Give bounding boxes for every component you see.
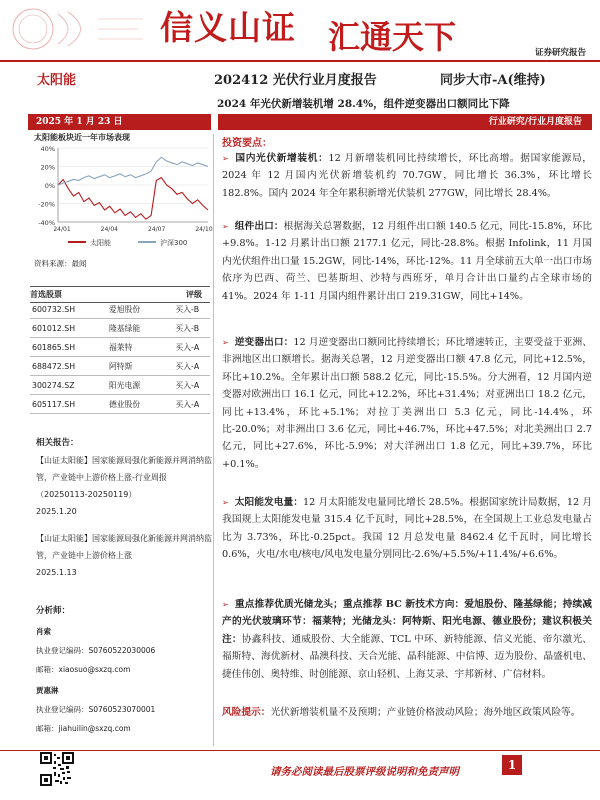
analyst-name: 贾惠淋 <box>36 686 59 695</box>
chart-series-line-csi300 <box>58 157 208 185</box>
analyst-title: 分析师： <box>36 606 71 616</box>
analyst-cert: 执业登记编码：S0760522030006 <box>36 646 156 655</box>
chart-y-tick-label: -20% <box>38 200 55 209</box>
pick-name: 阿特斯 <box>107 357 165 376</box>
related-reports-title: 相关报告： <box>36 438 79 448</box>
chart-y-tick-label: 40% <box>40 145 55 153</box>
risk-warning <box>222 704 592 721</box>
related-report-date: 2025.1.13 <box>36 568 77 577</box>
highlight-text: 12 月太阳能发电量同比增长 28.5%。根据国家统计局数据，12 月我国规上太阳能发电量 315.4 亿千瓦时，同比+28.5%，在全国规上工业总发电量占比为 3.73%，环比-0.25pct。我国 12 月总发电量 8462.4 亿千瓦时，同比增长 0.6%，火电/水电/核电/风电发电量分别同比-2.6%/+5.5%/+11.4%/+6.6%。 <box>222 497 593 561</box>
related-report-2[interactable] <box>36 530 212 581</box>
disclaimer-note: 请务必阅读最后股票评级说明和免责声明 <box>270 766 459 778</box>
highlight-lead: 太阳能发电量： <box>234 497 303 508</box>
bullet-icon: ➢ <box>222 222 229 231</box>
bullet-icon: ➢ <box>222 600 229 609</box>
highlight-recommendations <box>222 596 592 683</box>
bullet-icon: ➢ <box>222 498 229 507</box>
highlight-text: 根据海关总署数据，12 月组件出口额 140.5 亿元，同比-15.8%，环比+9.8%。1-12 月累计出口额 2177.1 亿元，同比-28.8%。根据 Infolink，11 月国内光伏组件出口量 15.2GW，同比-14%，环比-12%。11 月全球前五大单一出口市场依序为巴西、荷兰、巴基斯坦、沙特与西班牙，单月合计出口量约占全球市场的 41%。2024 年 1-11 月国内组件累计出口 219.31GW，同比+14%。 <box>222 221 592 302</box>
pick-row[interactable] <box>30 357 210 376</box>
chart-x-tick-label: 24/04 <box>100 226 118 233</box>
related-report-1[interactable] <box>36 452 212 520</box>
bullet-icon: ➢ <box>222 154 229 163</box>
analyst-cert: 执业登记编码：S0760523070001 <box>36 705 156 714</box>
pick-name: 福莱特 <box>107 338 165 357</box>
highlight-power-generation <box>222 494 592 564</box>
picks-col-rating: 评级 <box>186 290 202 299</box>
chart-x-tick-label: 24/01 <box>53 226 71 233</box>
report-title: 202412 光伏行业月度报告 <box>214 73 377 88</box>
highlight-module-export <box>222 218 592 305</box>
logo-seal-graphic <box>8 4 148 54</box>
risk-text: 光伏新增装机量不及预期；产业链价格波动风险；海外地区政策风险等。 <box>270 707 581 718</box>
pick-name: 隆基绿能 <box>107 319 165 338</box>
chart-legend-label: 太阳能 <box>90 239 111 247</box>
pick-code: 601865.SH <box>30 338 107 357</box>
pick-rating: 买入-B <box>165 300 210 319</box>
highlight-lead: 逆变器出口： <box>234 337 294 348</box>
related-report-date: 2025.1.20 <box>36 507 77 516</box>
pick-row[interactable] <box>30 376 210 395</box>
chart-source: 资料来源：最闻 <box>34 259 87 268</box>
brand-logo-text-1: 信义山证 <box>160 8 296 47</box>
related-report-text: 【山证太阳能】国家能源局强化新能源并网消纳监管，产业链中上游价格上涨-行业周报（20250113-20250119） <box>36 456 212 499</box>
chart-series-line-solar <box>58 178 208 220</box>
report-subtitle: 2024 年光伏新增装机增 28.4%，组件逆变器出口额同比下降 <box>217 98 510 110</box>
footer-divider <box>0 750 600 751</box>
market-performance-chart <box>28 142 213 252</box>
pick-rating: 买入-A <box>165 395 210 414</box>
picks-col-stock: 首选股票 <box>30 290 62 299</box>
report-category: 行业研究/行业月度报告 <box>218 114 592 130</box>
industry-rating: 同步大市-A(维持) <box>440 73 546 88</box>
chart-x-tick-label: 24/10 <box>195 226 213 233</box>
pick-row[interactable] <box>30 338 210 357</box>
page-number: 1 <box>502 755 522 775</box>
pick-code: 601012.SH <box>30 319 107 338</box>
highlight-inverter-export <box>222 334 592 473</box>
highlight-lead: 重点推荐优质光储龙头；重点推荐 BC 新技术方向：爱旭股份、隆基绿能；持续减产的光伏玻璃环节：福莱特；光储龙头：阿特斯、阳光电源、德业股份；建议积极关注： <box>222 599 592 645</box>
qr-code-icon <box>40 752 74 786</box>
pick-rating: 买入-A <box>165 338 210 357</box>
analyst-email[interactable]: 邮箱：jiahuilin@sxzq.com <box>36 724 131 733</box>
industry-label: 太阳能 <box>37 73 77 88</box>
pick-name: 德业股份 <box>107 395 165 414</box>
highlight-text: 协鑫科技、通威股份、大全能源、TCL 中环、新特能源、信义光能、帝尔激光、福斯特、海优新材、晶澳科技、天合光能、晶科能源、中信博、迈为股份、晶盛机电、捷佳伟创、奥特维、时创能源、京山轻机、上海艾录、宇邦新材、广信材料。 <box>222 633 592 680</box>
related-report-text: 【山证太阳能】国家能源局强化新能源并网消纳监管，产业链中上游价格上涨 <box>36 534 212 560</box>
chart-y-tick-label: 20% <box>40 163 55 172</box>
highlight-lead: 组件出口： <box>234 221 284 232</box>
highlight-installations <box>222 150 592 202</box>
highlight-text: 12 月逆变器出口额同比持续增长；环比增速转正，主要受益于亚洲、非洲地区出口额增长。据海关总署，12 月逆变器出口额 47.8 亿元，同比+12.5%，环比+10.2%。全年累计出口额 588.2 亿元，同比-15.5%。分大洲看，12 月国内逆变器对欧洲出口 16.1 亿元，同比+12.2%，环比+31.4%；对亚洲出口 18.2 亿元，同比+13.4%，环比+5.1%；对拉丁美洲出口 5.3 亿元，同比-14.4%，环比-20.0%；对非洲出口 3.6 亿元，同比+46.7%，环比+47.5%；对北美洲出口 2.7 亿元，同比+27.6%，环比-5.9%；对大洋洲出口 1.8 亿元，同比+39.7%，环比+0.1%。 <box>222 337 593 470</box>
pick-code: 300274.SZ <box>30 376 107 395</box>
chart-title: 太阳能板块近一年市场表现 <box>34 133 130 142</box>
risk-lead: 风险提示： <box>222 707 271 718</box>
chart-y-tick-label: 0% <box>44 182 55 190</box>
pick-rating: 买入-A <box>165 376 210 395</box>
column-divider <box>213 134 214 746</box>
pick-code: 605117.SH <box>30 395 107 414</box>
pick-row[interactable] <box>30 300 210 319</box>
pick-code: 600732.SH <box>30 300 107 319</box>
pick-row[interactable] <box>30 319 210 338</box>
pick-rating: 买入-B <box>165 319 210 338</box>
highlight-text: 12 月新增装机同比持续增长，环比高增。据国家能源局，2024 年 12 月国内光伏新增装机约 70.7GW，同比增长 36.3%，环比增长 182.8%。国内 2024 年全年累积新增光伏装机 277GW，同比增长 28.4%。 <box>222 153 592 199</box>
highlight-lead: 国内光伏新增装机： <box>234 153 329 164</box>
top-picks-table <box>30 300 210 414</box>
chart-y-tick-label: -40% <box>38 219 55 227</box>
bullet-icon: ➢ <box>222 338 229 347</box>
analyst-name: 肖索 <box>36 627 51 636</box>
brand-logo-text-2: 汇通天下 <box>328 18 457 56</box>
report-date: 2025 年 1 月 23 日 <box>28 114 211 130</box>
pick-name: 阳光电源 <box>107 376 165 395</box>
report-type-label: 证券研究报告 <box>534 48 586 58</box>
analyst-email[interactable]: 邮箱：xiaosuo@sxzq.com <box>36 665 131 674</box>
header-divider <box>0 60 600 62</box>
chart-x-tick-label: 24/07 <box>148 226 166 233</box>
pick-code: 688472.SH <box>30 357 107 376</box>
chart-legend-label: 沪深300 <box>160 239 188 247</box>
investment-highlights-title: 投资要点： <box>222 138 272 149</box>
pick-rating: 买入-A <box>165 357 210 376</box>
pick-name: 爱旭股份 <box>107 300 165 319</box>
pick-row[interactable] <box>30 395 210 414</box>
